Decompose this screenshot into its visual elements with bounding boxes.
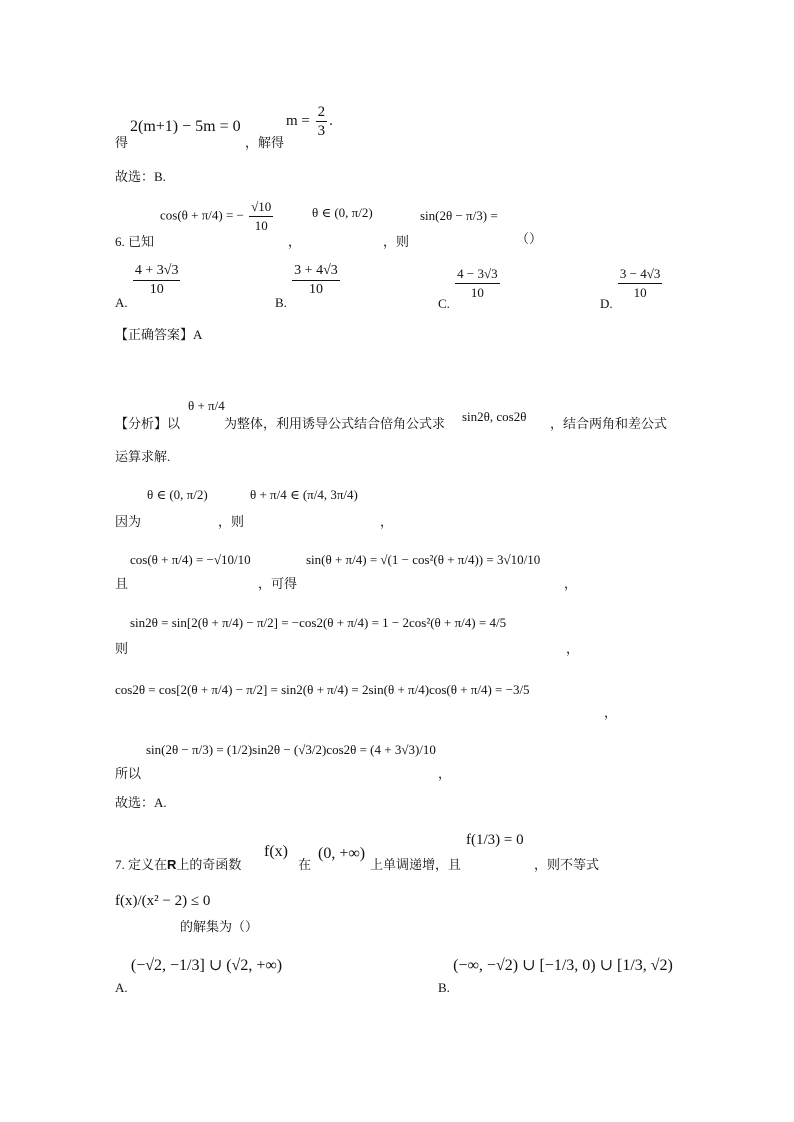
q6-cond2: θ ∈ (0, π/2): [312, 205, 373, 220]
q7-t3: 上单调递增，且: [370, 857, 462, 872]
q7-option-b[interactable]: [438, 955, 673, 995]
text-de: 得: [115, 135, 129, 150]
q7-option-b-expr: (−∞, −√2) ∪ [−1/3, 0) ∪ [1/3, √2): [453, 957, 673, 974]
q6-option-d-num: 3 − 4√3: [618, 265, 662, 284]
q6-option-d-den: 10: [633, 285, 647, 300]
q6-option-d-letter: D.: [600, 296, 613, 312]
q6-step5-prefix: 所以: [115, 766, 142, 781]
q7-option-a-letter: A.: [115, 980, 128, 995]
q7-inequality: f(x)/(x² − 2) ≤ 0: [115, 893, 211, 909]
q7-option-b-letter: B.: [438, 980, 450, 995]
q6-option-b-num: 3 + 4√3: [292, 262, 340, 281]
q6-answer: 故选：A.: [115, 795, 167, 810]
q6-cond1-num: √10: [249, 198, 273, 217]
answer-previous: 故选：B.: [115, 169, 166, 184]
q7-option-a-expr: (−√2, −1/3] ∪ (√2, +∞): [130, 957, 283, 974]
q6-option-a-den: 10: [149, 282, 164, 297]
q6-step4-end: ，: [604, 705, 618, 720]
q6-option-c-den: 10: [470, 285, 484, 300]
equation-m: 2(m+1) − 5m = 0: [130, 118, 241, 135]
q6-step1-end: ，: [380, 514, 394, 529]
q7-cond: f(1/3) = 0: [466, 832, 524, 848]
q6-correct-answer: 【正确答案】A: [115, 327, 203, 342]
q6-option-c-num: 4 − 3√3: [455, 265, 499, 284]
q6-option-b-letter: B.: [275, 295, 287, 311]
q6-option-c[interactable]: [438, 265, 502, 312]
q6-step1-expr1: θ ∈ (0, π/2): [147, 487, 208, 502]
q6-step2-expr2: sin(θ + π/4) = √(1 − cos²(θ + π/4)) = 3√10/10: [306, 552, 541, 567]
q6-analysis-post: ，结合两角和差公式: [550, 416, 668, 431]
q6-cond1-lhs: cos(θ + π/4) = −: [160, 207, 244, 223]
q6-option-c-letter: C.: [438, 296, 450, 312]
m-den: 3: [317, 123, 326, 139]
q6-analysis-mid: 为整体，利用诱导公式结合倍角公式求: [224, 416, 446, 431]
q6-step2-end: ，: [564, 576, 578, 591]
q6-step3-end: ，: [566, 641, 580, 656]
q6-step1-prefix: 因为: [115, 514, 142, 529]
q6-option-d[interactable]: [600, 265, 664, 312]
q6-analysis-line2: 运算求解.: [115, 449, 171, 464]
q6-option-b-den: 10: [308, 282, 323, 297]
q6-target: sin(2θ − π/3) =: [420, 208, 498, 223]
q7-fx: f(x): [264, 843, 288, 860]
q6-step2-mid: ，可得: [258, 576, 298, 591]
q6-analysis-expr: sin2θ, cos2θ: [462, 409, 527, 424]
q7-t5: 的解集为（）: [180, 919, 259, 934]
q6-step1-expr2: θ + π/4 ∈ (π/4, 3π/4): [250, 487, 358, 502]
q6-step3-expr: sin2θ = sin[2(θ + π/4) − π/2] = −cos2(θ + π/4) = 1 − 2cos²(θ + π/4) = 4/5: [130, 615, 507, 630]
q7-option-a[interactable]: [115, 955, 283, 995]
q6-analysis-prefix: 【分析】以: [115, 416, 181, 431]
q7-t2: 在: [298, 857, 312, 872]
q6-option-a-letter: A.: [115, 295, 128, 311]
q6-cond1-den: 10: [254, 218, 268, 233]
q7-R: R: [167, 857, 177, 872]
q6-step2-prefix: 且: [115, 576, 129, 591]
q6-comma2: ，则: [383, 234, 410, 249]
m-num: 2: [317, 104, 326, 120]
text-jiede: ，解得: [245, 135, 285, 150]
q7-label: 7. 定义在: [115, 857, 168, 872]
q6-step5-expr: sin(2θ − π/3) = (1/2)sin2θ − (√3/2)cos2θ = (4 + 3√3)/10: [146, 742, 436, 757]
q6-step2-expr1: cos(θ + π/4) = −√10/10: [130, 552, 251, 567]
q6-option-a[interactable]: [115, 262, 182, 311]
q6-paren: （）: [516, 231, 543, 246]
q7-t1: 上的奇函数: [176, 857, 242, 872]
q6-step3-prefix: 则: [115, 641, 129, 656]
q6-analysis-var: θ + π/4: [188, 398, 225, 413]
q6-option-a-num: 4 + 3√3: [133, 262, 181, 281]
q7-t4: ，则不等式: [534, 857, 600, 872]
m-eq-label: m =: [286, 112, 310, 129]
q7-line1: [115, 854, 241, 873]
q6-option-b[interactable]: [275, 262, 342, 311]
q6-comma1: ，: [288, 234, 302, 249]
q6-step5-end: ，: [438, 766, 452, 781]
m-solution: [286, 103, 333, 140]
q6-step1-mid: ，则: [218, 514, 245, 529]
q6-label: 6. 已知: [115, 234, 155, 249]
q7-interval: (0, +∞): [318, 845, 366, 862]
m-end: .: [329, 112, 333, 129]
q6-cond1: [160, 198, 275, 235]
q6-step4-expr: cos2θ = cos[2(θ + π/4) − π/2] = sin2(θ + π/4) = 2sin(θ + π/4)cos(θ + π/4) = −3/5: [115, 682, 530, 697]
